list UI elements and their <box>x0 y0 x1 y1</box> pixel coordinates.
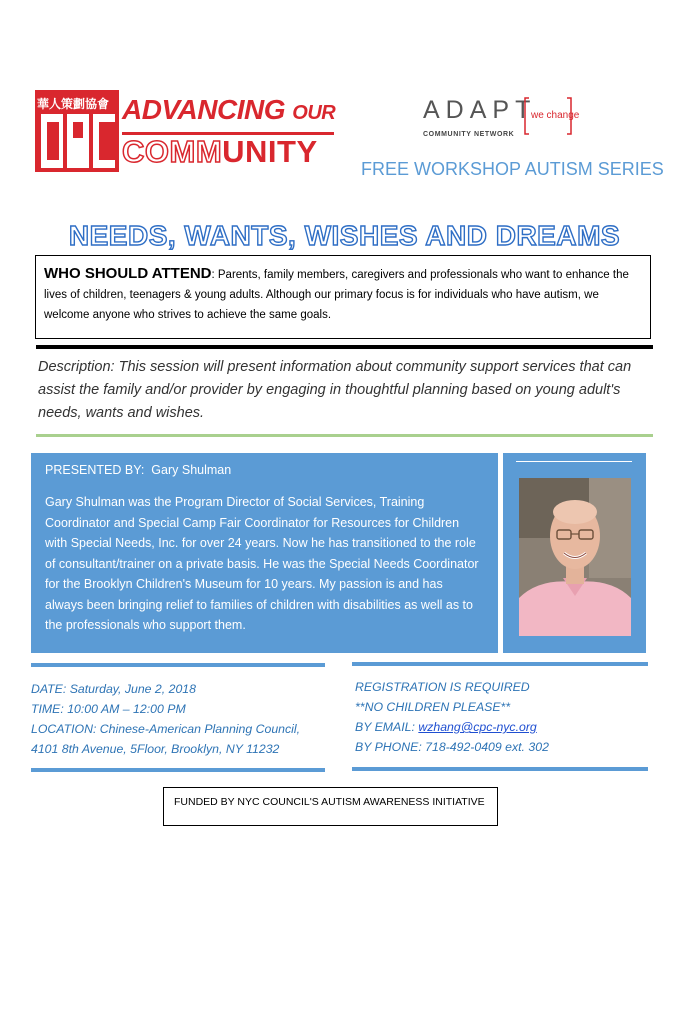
series-title: FREE WORKSHOP AUTISM SERIES <box>361 159 664 179</box>
registration-phone: BY PHONE: 718-492-0409 ext. 302 <box>355 740 549 754</box>
event-time: TIME: 10:00 AM – 12:00 PM <box>31 702 186 716</box>
funded-by-box <box>163 787 498 826</box>
registration-info <box>355 677 655 757</box>
presenter-name: Gary Shulman <box>151 463 232 477</box>
funded-by-text: FUNDED BY NYC COUNCIL'S AUTISM AWARENESS INITIATIVE <box>174 796 485 808</box>
presenter-label: PRESENTED BY: <box>45 463 145 477</box>
presenter-heading <box>45 463 484 477</box>
presenter-bio: Gary Shulman was the Program Director of Social Services, Training Coordinator and Special Camp Fair Coordinator for Resources for Children with Special Needs, Inc. for over 24 years. Now he has transitioned to the role of consultant/trainer on a private basis. He was the Special Needs Coordinator for the Brooklyn Children's Museum for 10 years. My passion is and has always been bringing relief to families of children with disabilities as well as to the professionals who support them. <box>45 495 479 632</box>
cpc-chinese-text: 華人策劃協會 <box>37 97 110 111</box>
cpc-logo-line2: COMMUNITY <box>122 134 318 169</box>
registration-email: BY EMAIL: wzhang@cpc-nyc.org <box>355 720 537 734</box>
description-divider <box>36 345 653 349</box>
adapt-logo-subtitle: COMMUNITY NETWORK <box>423 131 515 138</box>
adapt-logo-word: ADAPT <box>423 96 537 124</box>
event-info-bottom-bar <box>31 768 325 772</box>
event-location-line2: 4101 8th Avenue, 5Floor, Brooklyn, NY 11232 <box>31 742 280 756</box>
section-divider <box>36 434 653 437</box>
who-should-attend-box <box>35 255 651 339</box>
registration-top-bar <box>352 662 648 666</box>
attend-label: WHO SHOULD ATTEND <box>44 265 212 282</box>
event-date: DATE: Saturday, June 2, 2018 <box>31 682 196 696</box>
description-text: Description: This session will present information about community support services that can assist the family and/or provider by engaging in thoughtful planning based on young adult's needs, wants and wishes. <box>38 359 632 421</box>
event-location-line1: LOCATION: Chinese-American Planning Council, <box>31 722 301 736</box>
presenter-panel <box>31 453 498 653</box>
registration-bottom-bar <box>352 767 648 771</box>
event-info <box>31 679 331 759</box>
page-title: NEEDS, WANTS, WISHES AND DREAMS <box>68 220 621 251</box>
registration-required: REGISTRATION IS REQUIRED <box>355 680 530 694</box>
event-info-top-bar <box>31 663 325 667</box>
adapt-logo-tagline: we change <box>531 110 580 121</box>
cpc-logo-line1: ADVANCING OUR <box>122 94 336 125</box>
attend-text: : Parents, family members, caregivers and professionals who want to enhance the lives of children, teenagers & young adults. Although our primary focus is for individuals who have autism, we welcome anyone who strives to achieve the same goals. <box>44 269 629 321</box>
presenter-photo <box>519 478 631 636</box>
photo-caption-line <box>516 461 632 462</box>
no-children-notice: **NO CHILDREN PLEASE** <box>355 700 511 714</box>
email-link[interactable]: wzhang@cpc-nyc.org <box>418 720 537 734</box>
